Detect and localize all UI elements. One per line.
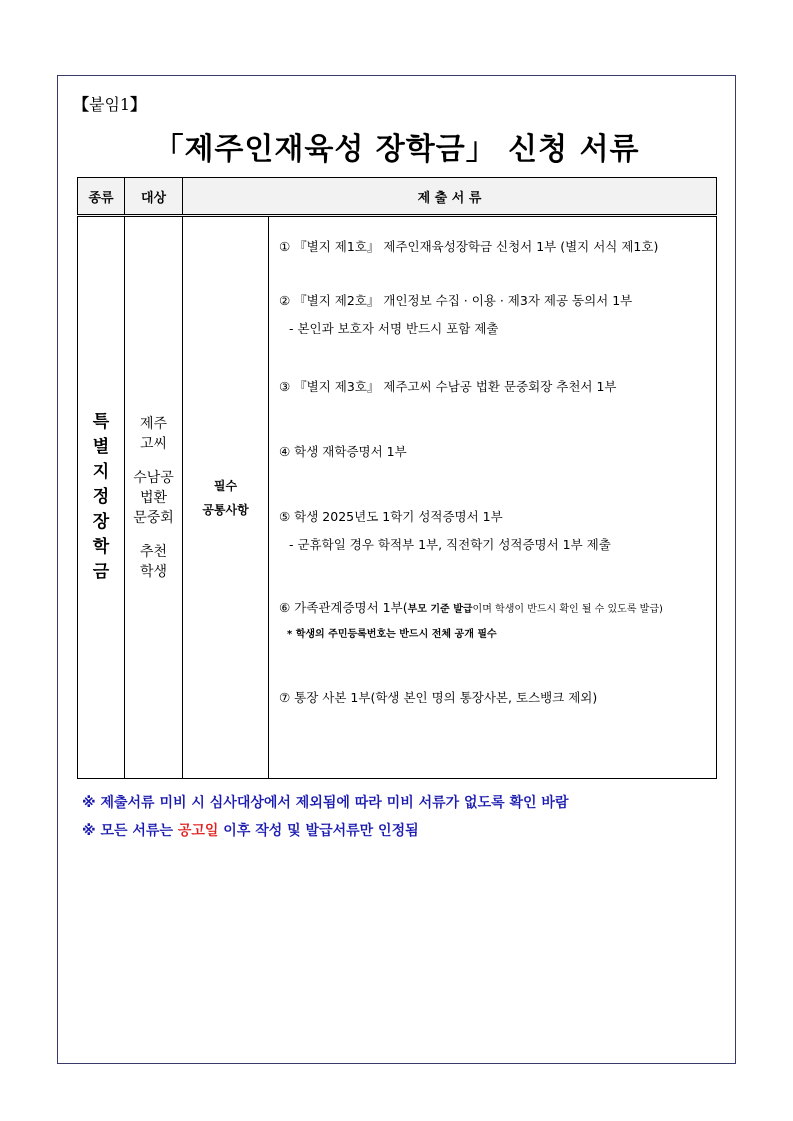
document-item	[279, 598, 716, 688]
requirement-cell	[183, 216, 269, 779]
document-item-text: ③ 『별지 제3호』 제주고씨 수남공 법환 문중회장 추천서 1부	[279, 379, 617, 394]
documents-table	[77, 177, 717, 779]
document-item	[279, 291, 716, 377]
header-kind: 종류	[78, 178, 125, 216]
document-item-emphasis: 부모 기준 발급	[407, 604, 473, 615]
notice-text: 이후 작성 및 발급서류만 인정됨	[218, 823, 419, 839]
document-item	[279, 507, 716, 598]
document-item-subnote: - 군휴학일 경우 학적부 1부, 직전학기 성적증명서 1부 제출	[289, 537, 611, 552]
target-line: 제주	[139, 415, 168, 432]
target-group	[125, 414, 182, 454]
table-row	[78, 216, 717, 779]
document-item-footnote: * 학생의 주민등록번호는 반드시 전체 공개 필수	[287, 629, 497, 640]
target-group	[125, 468, 182, 528]
requirement-line: 공통사항	[202, 502, 249, 517]
requirement-line: 필수	[213, 478, 238, 493]
document-item	[279, 237, 716, 291]
document-item	[279, 688, 716, 708]
document-item	[279, 377, 716, 442]
document-item-prefix: ⑥ 가족관계증명서 1부(	[279, 600, 408, 615]
table-header-row	[78, 178, 717, 216]
kind-char: 정	[92, 487, 110, 507]
target-line: 법환	[139, 489, 168, 506]
target-line: 학생	[139, 563, 168, 580]
kind-char: 지	[92, 462, 110, 482]
kind-char: 특	[92, 412, 110, 432]
header-documents: 제 출 서 류	[183, 178, 717, 216]
documents-list-cell	[269, 216, 717, 779]
document-item-subnote: - 본인과 보호자 서명 반드시 포함 제출	[289, 321, 499, 336]
target-group	[125, 542, 182, 582]
kind-char: 금	[92, 562, 110, 582]
notice-highlight: 공고일	[177, 823, 219, 839]
document-item-text	[279, 598, 716, 620]
kind-char: 학	[92, 537, 110, 557]
document-item-text: ④ 학생 재학증명서 1부	[279, 444, 407, 459]
document-item	[279, 442, 716, 507]
target-line: 고씨	[139, 435, 168, 452]
header-target: 대상	[125, 178, 183, 216]
kind-char: 별	[92, 437, 110, 457]
target-line: 문중회	[133, 509, 174, 526]
document-item-text: ⑦ 통장 사본 1부(학생 본인 명의 통장사본, 토스뱅크 제외)	[279, 690, 598, 705]
notice-issue-date	[82, 820, 419, 840]
target-line: 추천	[139, 543, 168, 560]
target-line: 수남공	[133, 469, 174, 486]
notice-incomplete-docs: ※ 제출서류 미비 시 심사대상에서 제외됨에 따라 미비 서류가 없도록 확인 바람	[82, 795, 569, 811]
document-item-text: ② 『별지 제2호』 개인정보 수집 · 이용 · 제3자 제공 동의서 1부	[279, 293, 633, 308]
document-item-suffix: 이며 학생이 반드시 확인 될 수 있도록 발급)	[472, 604, 663, 615]
attachment-label: 【붙임1】	[73, 95, 147, 114]
kind-cell	[78, 216, 125, 779]
notice-text: ※ 모든 서류는	[82, 823, 178, 839]
document-item-text: ① 『별지 제1호』 제주인재육성장학금 신청서 1부 (별지 서식 제1호)	[279, 239, 659, 254]
kind-char: 장	[92, 512, 110, 532]
page-title: 「제주인재육성 장학금」 신청 서류	[153, 132, 640, 167]
document-item-text: ⑤ 학생 2025년도 1학기 성적증명서 1부	[279, 509, 503, 524]
target-cell	[125, 216, 183, 779]
